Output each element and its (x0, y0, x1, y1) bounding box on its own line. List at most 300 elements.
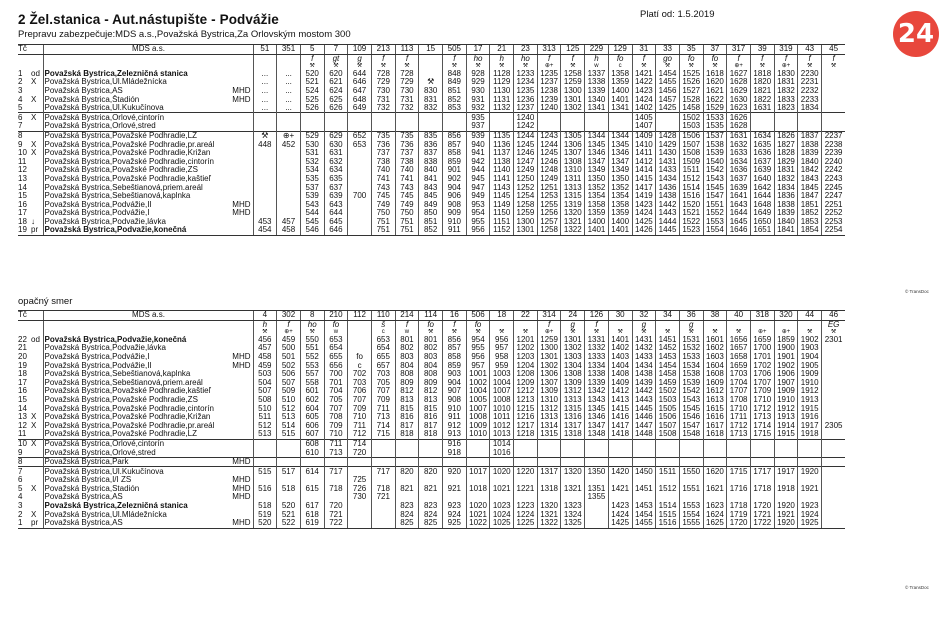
departure-time: 512 (277, 404, 301, 413)
departure-time: 1256 (537, 209, 561, 218)
departure-time: 1925 (798, 519, 822, 528)
stop-number: 8 (18, 131, 31, 140)
departure-time: 504 (253, 378, 277, 387)
departure-time (585, 457, 609, 467)
departure-time: 1917 (798, 421, 822, 430)
trip-flag: fo (466, 320, 490, 329)
trip-flag: g (561, 320, 585, 329)
departure-time: 803 (395, 353, 419, 362)
departure-time: 947 (466, 183, 490, 192)
departure-time: 813 (419, 396, 443, 405)
departure-time: 1338 (585, 78, 609, 87)
trip-number: 32 (632, 311, 656, 321)
departure-time: 1845 (798, 183, 822, 192)
departure-time: 1839 (798, 149, 822, 158)
trip-number: 37 (703, 45, 727, 55)
trip-note-icon: ⊕+ (727, 63, 751, 70)
trip-flag: f (537, 320, 561, 329)
departure-time: 1823 (774, 104, 798, 113)
stop-marker (31, 122, 43, 131)
departure-time: 932 (466, 104, 490, 113)
departure-time: 1631 (727, 131, 751, 140)
departure-time: 725 (348, 476, 372, 485)
trip-number: 4 (253, 311, 277, 321)
departure-time: 1421 (632, 70, 656, 79)
trip-flag (608, 320, 632, 329)
departure-time: 1502 (679, 113, 703, 122)
departure-time: 1634 (727, 157, 751, 166)
departure-time: 521 (300, 78, 324, 87)
departure-time: 913 (443, 430, 467, 439)
departure-time: 1533 (679, 353, 703, 362)
departure-time: 750 (371, 209, 395, 218)
departure-time: 1311 (561, 175, 585, 184)
departure-time: 831 (419, 95, 443, 104)
trip-note-icon: ⚒ (585, 329, 609, 336)
trip-flag: f (537, 54, 561, 63)
departure-time: 1722 (750, 519, 774, 528)
stop-number: 18 (18, 369, 27, 379)
departure-time: 511 (253, 413, 277, 422)
departure-time: 740 (371, 166, 395, 175)
stop-name-cell (43, 192, 253, 201)
departure-time: 515 (277, 430, 301, 439)
departure-time: 2301 (822, 336, 846, 345)
trip-flags-row (18, 320, 845, 329)
departure-time (561, 448, 585, 457)
stop-row (18, 404, 845, 413)
trip-note-icon: ⚒ (490, 329, 514, 336)
stop-number: 16 (18, 387, 27, 396)
stop-number: 14 (18, 183, 27, 192)
departure-time: 949 (466, 192, 490, 201)
departure-time: 1350 (585, 175, 609, 184)
departure-time: 1859 (774, 336, 798, 345)
departure-time: 631 (324, 149, 348, 158)
departure-time: 1415 (632, 175, 656, 184)
stop-marker (31, 448, 43, 457)
stop-name-cell (43, 140, 253, 149)
departure-time: 1520 (679, 200, 703, 209)
departure-time: 1403 (608, 353, 632, 362)
departure-time: 1507 (679, 140, 703, 149)
stop-row (18, 122, 845, 131)
departure-time: 517 (277, 467, 301, 476)
departure-time: 1322 (561, 226, 585, 235)
trip-note-icon: ⚒ (348, 63, 372, 70)
departure-time: 1831 (774, 166, 798, 175)
departure-time: 804 (419, 361, 443, 370)
departure-time: 618 (300, 510, 324, 519)
departure-time: 601 (300, 387, 324, 396)
departure-time: 1707 (750, 378, 774, 387)
departure-time: 920 (443, 467, 467, 476)
departure-time: 1023 (490, 502, 514, 511)
departure-time: 1221 (514, 485, 538, 494)
stop-marker (31, 157, 43, 166)
mhd-tag: MHD (232, 352, 251, 361)
stop-marker (31, 192, 43, 201)
departure-time: 619 (300, 519, 324, 528)
stop-marker (31, 131, 43, 140)
departure-time: 1315 (561, 192, 585, 201)
trip-flag: f (774, 54, 798, 63)
departure-time: 1250 (514, 175, 538, 184)
departure-time: 1907 (774, 378, 798, 387)
departure-time (395, 122, 419, 131)
stop-name-cell (43, 457, 253, 467)
stop-marker (31, 467, 43, 476)
departure-time (774, 122, 798, 131)
stop-row (18, 467, 845, 476)
departure-time: 956 (466, 353, 490, 362)
departure-time: 503 (253, 370, 277, 379)
stop-number: 11 (18, 430, 27, 439)
departure-time: 1621 (703, 485, 727, 494)
departure-time (703, 493, 727, 502)
departure-time (608, 457, 632, 467)
departure-time: 737 (395, 149, 419, 158)
departure-time: 1656 (727, 336, 751, 345)
departure-time: 711 (348, 421, 372, 430)
departure-time: 738 (395, 157, 419, 166)
trip-number-header (18, 45, 845, 55)
departure-time: 1512 (656, 485, 680, 494)
departure-time: 1331 (585, 336, 609, 345)
departure-time: 654 (324, 344, 348, 353)
departure-time: 835 (419, 131, 443, 140)
departure-time: 1429 (656, 140, 680, 149)
departure-time: 509 (277, 387, 301, 396)
departure-time: 1551 (703, 200, 727, 209)
mhd-tag: MHD (232, 361, 251, 370)
departure-time (750, 113, 774, 122)
departure-time: 859 (443, 361, 467, 370)
departure-time: 1143 (490, 183, 514, 192)
departure-time: 1425 (608, 519, 632, 528)
stop-row (18, 95, 845, 104)
stop-row (18, 70, 845, 79)
departure-time (585, 502, 609, 511)
stop-name: Považská Bystrica,Park (44, 457, 129, 467)
stop-marker: X (31, 140, 37, 149)
departure-time: 625 (324, 95, 348, 104)
departure-time: 1623 (703, 502, 727, 511)
trip-flag: f (750, 54, 774, 63)
departure-time: 457 (277, 218, 301, 227)
departure-time: 743 (395, 183, 419, 192)
stop-row (18, 353, 845, 362)
departure-time: 514 (277, 421, 301, 430)
departure-time (822, 493, 846, 502)
departure-time: 924 (443, 510, 467, 519)
departure-time: 1901 (774, 353, 798, 362)
departure-time: 1454 (656, 361, 680, 370)
departure-time: 1254 (514, 192, 538, 201)
departure-time (253, 113, 277, 122)
departure-time: 1920 (798, 467, 822, 476)
departure-time: 604 (300, 404, 324, 413)
trip-flag: ho (466, 54, 490, 63)
departure-time: 750 (395, 209, 419, 218)
departure-time: 701 (324, 378, 348, 387)
departure-time (300, 493, 324, 502)
departure-time: 1527 (679, 87, 703, 96)
stop-row (18, 502, 845, 511)
mhd-tag: MHD (232, 493, 251, 502)
departure-time: 1243 (537, 131, 561, 140)
departure-time: 2242 (822, 166, 846, 175)
departure-time: 1434 (632, 361, 656, 370)
departure-time: 825 (395, 519, 419, 528)
departure-time: 1359 (608, 78, 632, 87)
stop-name: Považská Bystrica,Považské Podhradie,Križan (44, 412, 211, 422)
departure-time: 1822 (750, 95, 774, 104)
departure-time (253, 476, 277, 485)
departure-time: 2231 (798, 78, 822, 87)
trip-flag: f (277, 320, 301, 329)
stop-name: Považská Bystrica,Považské Podhradie,pr.areál (44, 140, 215, 149)
departure-time: 939 (466, 131, 490, 140)
departure-time: 655 (324, 353, 348, 362)
departure-time: 713 (324, 448, 348, 457)
departure-time: 1428 (656, 131, 680, 140)
departure-time: 1310 (537, 396, 561, 405)
departure-time: 530 (300, 140, 324, 149)
departure-time: 507 (253, 387, 277, 396)
departure-time: 1714 (750, 421, 774, 430)
stop-row (18, 493, 845, 502)
departure-time: 1151 (490, 218, 514, 227)
departure-time: 830 (419, 87, 443, 96)
departure-time: 1709 (750, 387, 774, 396)
departure-time: 737 (371, 149, 395, 158)
departure-time (679, 439, 703, 448)
departure-time (348, 175, 372, 184)
departure-time: 820 (419, 467, 443, 476)
departure-time: 703 (371, 370, 395, 379)
departure-time: 1002 (466, 378, 490, 387)
trip-number: 318 (750, 311, 774, 321)
stop-number: 4 (18, 95, 23, 104)
departure-time (419, 439, 443, 448)
departure-time: 1443 (656, 209, 680, 218)
stop-name-cell (43, 467, 253, 476)
trip-number: 317 (727, 45, 751, 55)
stop-number: 1 (18, 519, 31, 528)
brand-logo-24: 24 (893, 11, 939, 57)
departure-time (585, 448, 609, 457)
mhd-tag: MHD (232, 86, 251, 95)
departure-time: 518 (277, 485, 301, 494)
departure-time: 1452 (656, 344, 680, 353)
trip-flag: fo (679, 54, 703, 63)
trip-flag (727, 320, 751, 329)
stop-name: Považská Bystrica,Podvážie,II (44, 200, 152, 209)
departure-time (395, 476, 419, 485)
departure-time: 1016 (490, 448, 514, 457)
departure-time: 620 (324, 70, 348, 79)
departure-time: 1259 (514, 209, 538, 218)
departure-time (443, 493, 467, 502)
trip-number: 38 (703, 311, 727, 321)
departure-time: 1913 (798, 396, 822, 405)
departure-time: 1204 (514, 361, 538, 370)
departure-time (703, 448, 727, 457)
departure-time: 1414 (632, 166, 656, 175)
departure-time: 1149 (490, 200, 514, 209)
departure-time (348, 510, 372, 519)
stop-name: Považská Bystrica,Podvažie,lávka (44, 344, 166, 353)
stop-name: Považská Bystrica,Sebeštianová,kaplnka (44, 369, 191, 379)
departure-time: 851 (419, 218, 443, 227)
trip-flag: f (727, 54, 751, 63)
departure-time: ... (277, 95, 301, 104)
departure-time (253, 448, 277, 457)
departure-time: 801 (395, 336, 419, 345)
departure-time (466, 439, 490, 448)
stop-name-cell (43, 439, 253, 448)
stop-name: Považská Bystrica,Považské Podhradie,kaštieľ (44, 387, 211, 396)
departure-time: 735 (395, 131, 419, 140)
departure-time: 1409 (632, 131, 656, 140)
departure-time: 1503 (656, 396, 680, 405)
departure-time: 1902 (774, 361, 798, 370)
departure-time: 1320 (561, 467, 585, 476)
stop-name: Považská Bystrica,Považské Podhradie,LZ (44, 131, 198, 140)
stop-number: 17 (18, 209, 27, 218)
departure-time (490, 122, 514, 131)
trip-flag: ho (514, 54, 538, 63)
departure-time: 928 (466, 70, 490, 79)
departure-time: 1528 (679, 95, 703, 104)
departure-time: 1236 (514, 95, 538, 104)
departure-time: 1635 (750, 140, 774, 149)
departure-time: 1821 (750, 87, 774, 96)
stop-name: Považská Bystrica,AS (44, 518, 123, 528)
departure-time: 904 (443, 183, 467, 192)
departure-time: 911 (443, 413, 467, 422)
stop-name: Považská Bystrica,I/I ZŠ (44, 476, 132, 485)
trip-number: 8 (300, 311, 324, 321)
departure-time: 518 (253, 502, 277, 511)
departure-time: 1713 (750, 413, 774, 422)
departure-time: 1259 (537, 336, 561, 345)
departure-time: 453 (253, 218, 277, 227)
departure-time: 1833 (774, 95, 798, 104)
departure-time: 637 (324, 183, 348, 192)
departure-time: 944 (466, 166, 490, 175)
departure-time (822, 413, 846, 422)
stop-marker (31, 166, 43, 175)
departure-time (750, 122, 774, 131)
departure-time: 1641 (727, 192, 751, 201)
departure-time: ... (253, 95, 277, 104)
departure-time: 1921 (798, 485, 822, 494)
stop-row (18, 510, 845, 519)
departure-time (822, 396, 846, 405)
departure-time: 510 (253, 404, 277, 413)
departure-time (750, 448, 774, 457)
departure-time (632, 493, 656, 502)
departure-time: 1720 (727, 519, 751, 528)
departure-time (277, 113, 301, 122)
departure-time (348, 519, 372, 528)
departure-time: 1539 (703, 149, 727, 158)
departure-time: 1716 (727, 485, 751, 494)
stop-row (18, 485, 845, 494)
departure-time (750, 457, 774, 467)
trip-note-icon: ⚒ (608, 329, 632, 336)
departure-time: 516 (253, 485, 277, 494)
departure-time: 1608 (703, 370, 727, 379)
departure-time (490, 476, 514, 485)
departure-time: ... (277, 87, 301, 96)
departure-time: 1348 (585, 430, 609, 439)
trip-note-icon: ⚒ (727, 329, 751, 336)
departure-time: 1013 (490, 430, 514, 439)
trip-flag: f (632, 54, 656, 63)
departure-time: 728 (371, 70, 395, 79)
departure-time (348, 336, 372, 345)
departure-time: 1240 (514, 113, 538, 122)
flag-spacer (18, 54, 31, 63)
departure-time: 718 (371, 485, 395, 494)
trip-flag: f (585, 320, 609, 329)
departure-time: 1503 (679, 122, 703, 131)
stop-name-cell (43, 370, 253, 379)
stop-name: Považská Bystrica,Podvážie,I (44, 209, 150, 218)
departure-time (774, 113, 798, 122)
departure-time: 1237 (537, 78, 561, 87)
departure-time: 1708 (727, 396, 751, 405)
departure-time (703, 439, 727, 448)
departure-time: 1511 (679, 166, 703, 175)
departure-time (277, 457, 301, 467)
departure-time: 1008 (490, 396, 514, 405)
trip-note-icon: ⊕+ (774, 329, 798, 336)
departure-time: 929 (466, 78, 490, 87)
departure-time: 1217 (514, 421, 538, 430)
departure-time: 821 (395, 485, 419, 494)
departure-time: 1507 (656, 421, 680, 430)
departure-time (798, 457, 822, 467)
departure-time: 626 (324, 104, 348, 113)
operator-label: MDS a.s. (43, 311, 253, 321)
departure-time: 940 (466, 140, 490, 149)
departure-time (395, 448, 419, 457)
departure-time: 1439 (632, 378, 656, 387)
departure-time (253, 157, 277, 166)
departure-time: 1431 (632, 336, 656, 345)
departure-time: 707 (348, 396, 372, 405)
departure-time: 1312 (537, 404, 561, 413)
departure-time: 1532 (679, 344, 703, 353)
departure-time: 1235 (514, 87, 538, 96)
departure-time: 1432 (632, 344, 656, 353)
departure-time: 1401 (608, 336, 632, 345)
trip-number-header (18, 311, 845, 321)
departure-time: 1836 (774, 192, 798, 201)
departure-time: 1534 (679, 361, 703, 370)
departure-time: 825 (419, 519, 443, 528)
departure-time (277, 209, 301, 218)
departure-time: 1623 (727, 104, 751, 113)
departure-time (419, 457, 443, 467)
departure-time (656, 113, 680, 122)
departure-time (253, 209, 277, 218)
departure-time: 1920 (774, 519, 798, 528)
